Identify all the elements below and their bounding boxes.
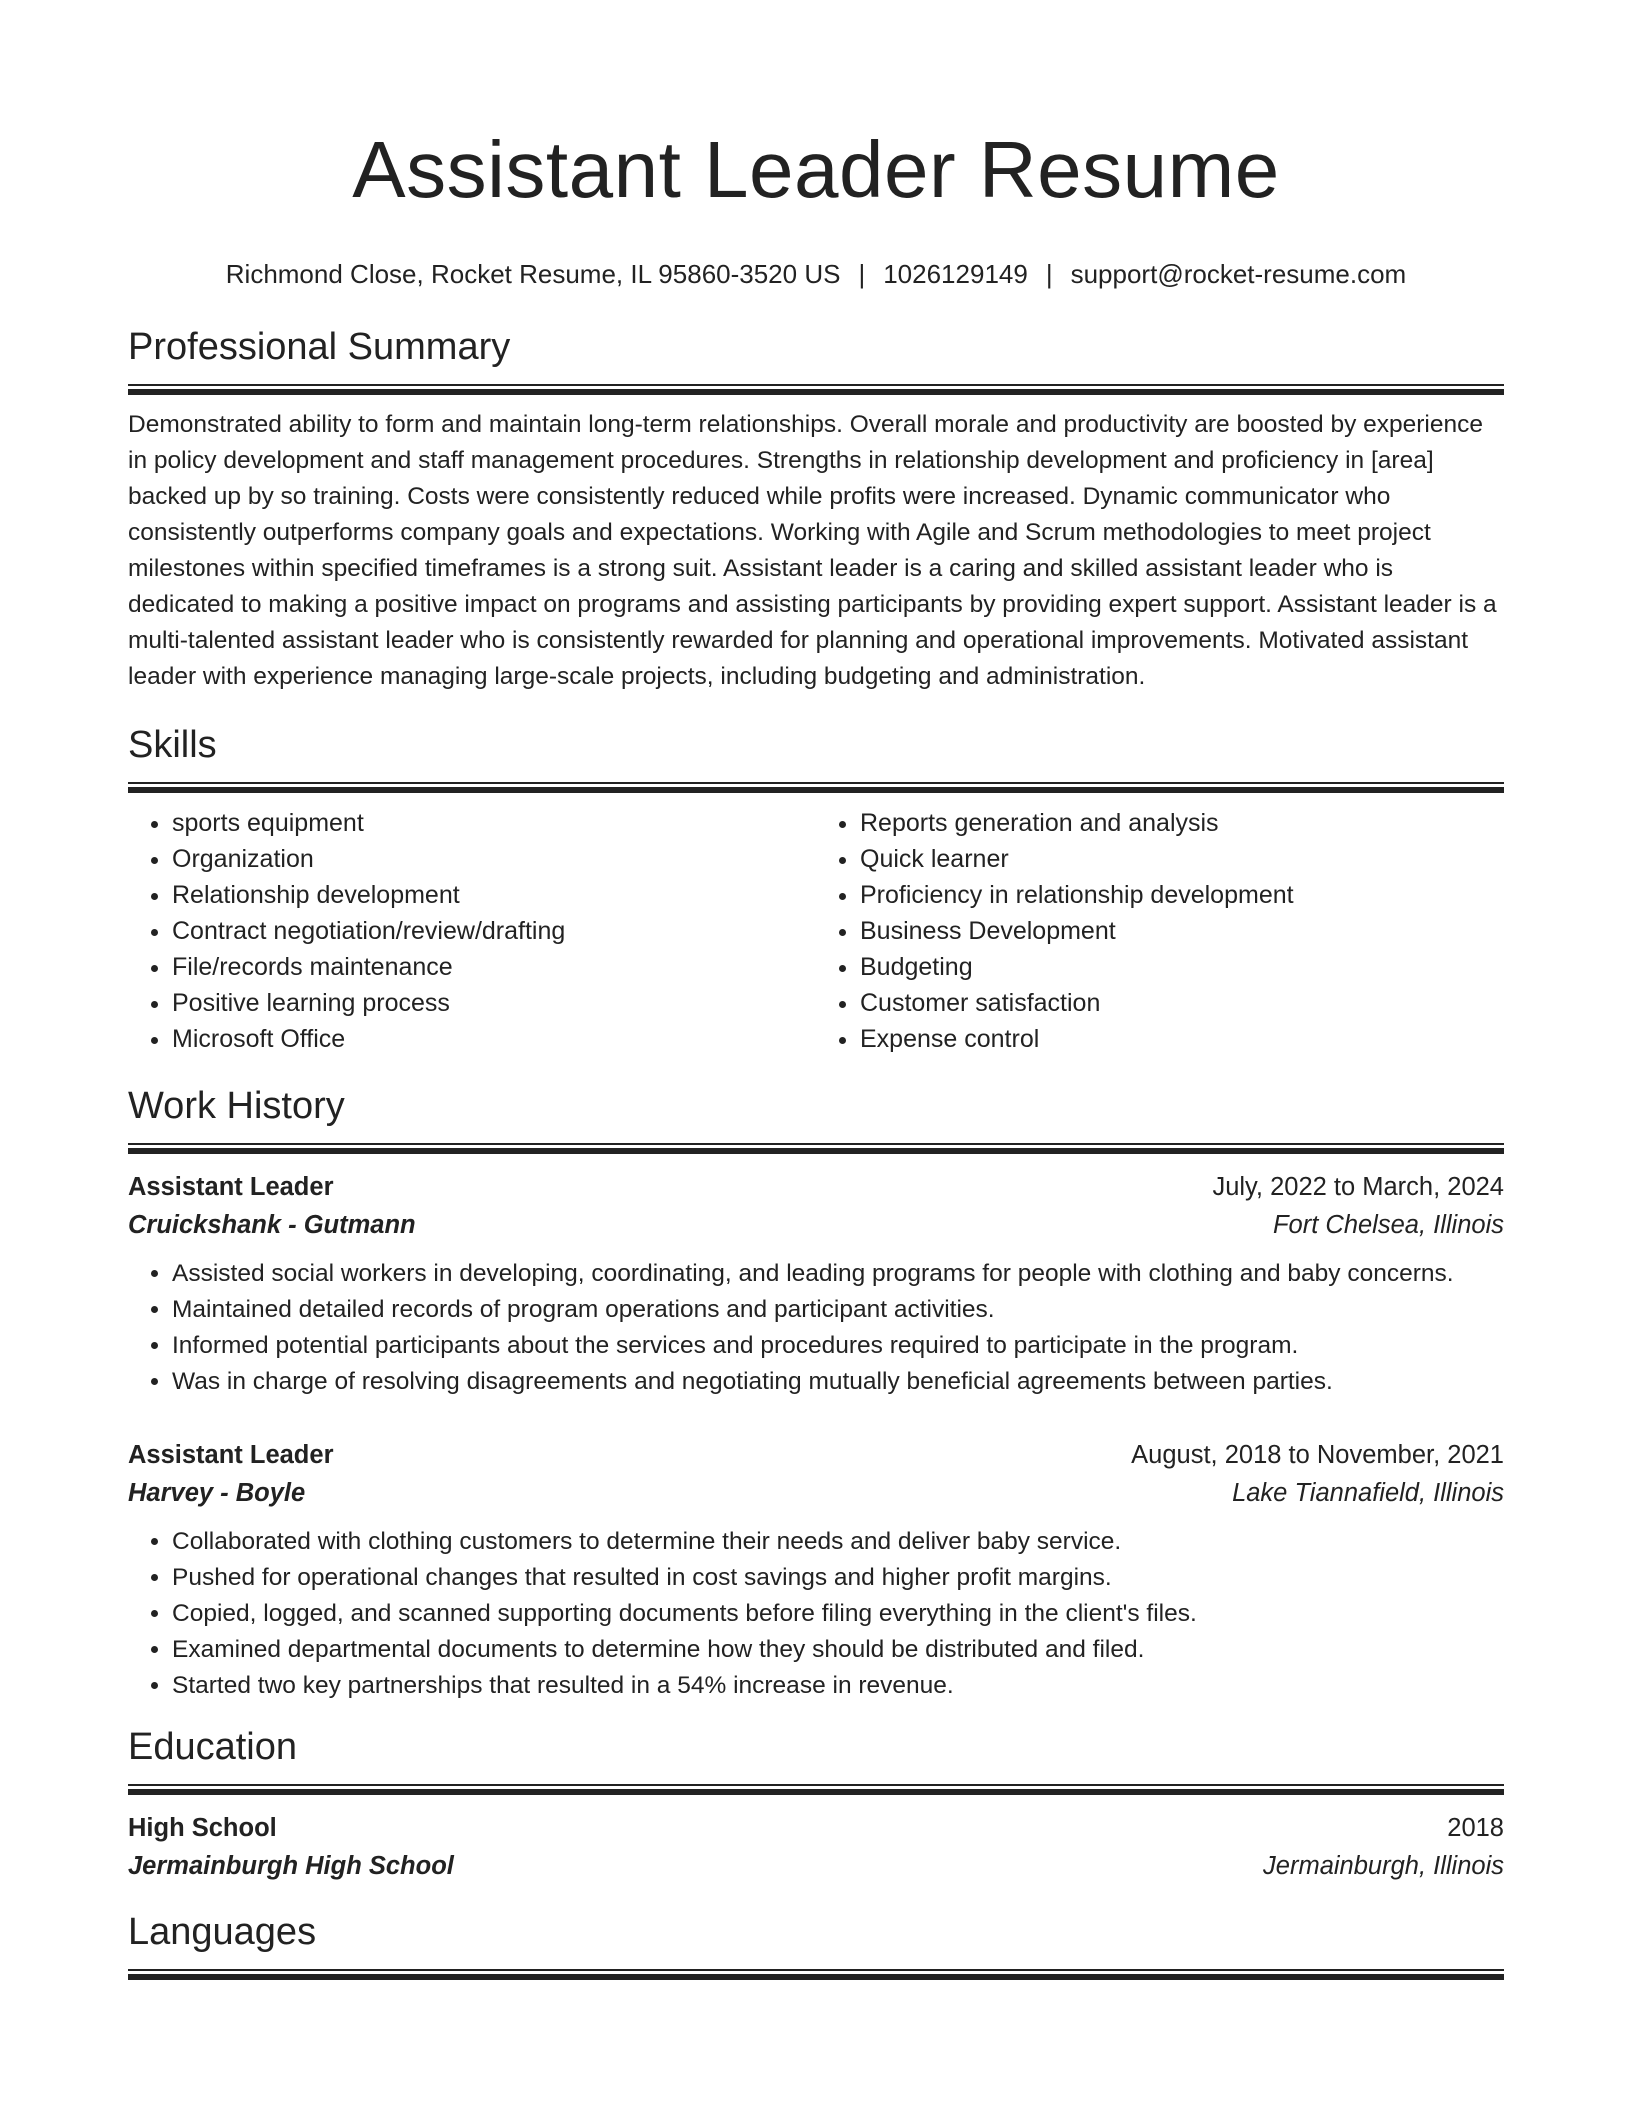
skills-section	[128, 720, 1504, 1057]
contact-separator: |	[858, 259, 866, 289]
job-dates: July, 2022 to March, 2024	[1212, 1172, 1504, 1201]
section-heading-languages: Languages	[128, 1910, 317, 1953]
job-bullets	[128, 1256, 1504, 1400]
summary-text: Demonstrated ability to form and maintain long-term relationships. Overall morale and productivity are boosted by experience in policy development and staff management procedures. Strengths in relationship development and proficiency in [area] backed up by so training. Costs were consistently reduced while profits were increased. Dynamic communicator who consistently outperforms company goals and expectations. Working with Agile and Scrum methodologies to meet project milestones within specified timeframes is a strong suit. Assistant leader is a caring and skilled assistant leader who is dedicated to making a positive impact on programs and assisting participants by providing expert support. Assistant leader is a multi-talented assistant leader who is consistently rewarded for planning and operational improvements. Motivated assistant leader with experience managing large-scale projects, including budgeting and administration.	[128, 411, 1497, 690]
job-header-row	[128, 1436, 1504, 1474]
contact-address: Richmond Close, Rocket Resume, IL 95860-3520 US	[225, 259, 841, 289]
education-school-row	[128, 1847, 1504, 1885]
job-entry	[128, 1168, 1504, 1400]
job-dates: August, 2018 to November, 2021	[1131, 1440, 1504, 1469]
education-header-row	[128, 1809, 1504, 1847]
education-entry	[128, 1809, 1504, 1885]
skill-item: • Quick learner	[860, 841, 1504, 877]
job-bullet: • Maintained detailed records of program operations and participant activities.	[172, 1292, 1504, 1328]
job-title: Assistant Leader	[128, 1440, 334, 1469]
job-location: Lake Tiannafield, Illinois	[1232, 1478, 1504, 1507]
skill-item: • Contract negotiation/review/drafting	[172, 913, 816, 949]
job-header-row	[128, 1168, 1504, 1206]
education-year: 2018	[1447, 1813, 1504, 1842]
section-heading-education: Education	[128, 1725, 298, 1768]
contact-phone: 1026129149	[883, 259, 1028, 289]
job-bullet: • Informed potential participants about the services and procedures required to participate in the program.	[172, 1328, 1504, 1364]
skills-list-right	[816, 805, 1504, 1057]
job-bullet: • Started two key partnerships that resulted in a 54% increase in revenue.	[172, 1668, 1504, 1704]
skill-item: • Business Development	[860, 913, 1504, 949]
job-company: Cruickshank - Gutmann	[128, 1210, 416, 1239]
education-school: Jermainburgh High School	[128, 1851, 454, 1880]
skill-item: • Expense control	[860, 1021, 1504, 1057]
job-company: Harvey - Boyle	[128, 1478, 306, 1507]
work-history-section	[128, 1081, 1504, 1704]
section-divider	[128, 384, 1504, 395]
job-bullet: • Collaborated with clothing customers to determine their needs and deliver baby service.	[172, 1524, 1504, 1560]
job-entry	[128, 1436, 1504, 1704]
job-company-row	[128, 1206, 1504, 1244]
contact-line	[128, 256, 1504, 292]
section-heading-summary: Professional Summary	[128, 326, 511, 368]
skill-item: • Customer satisfaction	[860, 985, 1504, 1021]
job-location: Fort Chelsea, Illinois	[1272, 1210, 1504, 1239]
section-heading-work-history: Work History	[128, 1084, 345, 1127]
skill-item: • sports equipment	[172, 805, 816, 841]
contact-email[interactable]: support@rocket-resume.com	[1070, 259, 1407, 289]
resume-title: Assistant Leader Resume	[352, 125, 1280, 214]
skill-item: • Proficiency in relationship development	[860, 877, 1504, 913]
skills-columns	[128, 805, 1504, 1057]
job-bullet: • Assisted social workers in developing, coordinating, and leading programs for people with clothing and baby concerns.	[172, 1256, 1504, 1292]
job-bullet: • Examined departmental documents to determine how they should be distributed and filed.	[172, 1632, 1504, 1668]
summary-section	[128, 322, 1504, 695]
job-title: Assistant Leader	[128, 1172, 334, 1201]
job-bullet: • Copied, logged, and scanned supporting documents before filing everything in the client's files.	[172, 1596, 1504, 1632]
skills-list-left	[128, 805, 816, 1057]
job-company-row	[128, 1474, 1504, 1512]
skill-item: • Budgeting	[860, 949, 1504, 985]
skill-item: • Relationship development	[172, 877, 816, 913]
education-location: Jermainburgh, Illinois	[1263, 1851, 1504, 1880]
job-bullet: • Was in charge of resolving disagreements and negotiating mutually beneficial agreements between parties.	[172, 1364, 1504, 1400]
skill-item: • File/records maintenance	[172, 949, 816, 985]
section-divider	[128, 1969, 1504, 1980]
education-section	[128, 1722, 1504, 1885]
contact-separator: |	[1045, 259, 1053, 289]
skill-item: • Positive learning process	[172, 985, 816, 1021]
job-bullet: • Pushed for operational changes that resulted in cost savings and higher profit margins.	[172, 1560, 1504, 1596]
education-degree: High School	[128, 1813, 277, 1842]
section-divider	[128, 1784, 1504, 1795]
skill-item: • Microsoft Office	[172, 1021, 816, 1057]
skill-item: • Organization	[172, 841, 816, 877]
job-bullets	[128, 1524, 1504, 1704]
section-divider	[128, 1143, 1504, 1154]
skill-item: • Reports generation and analysis	[860, 805, 1504, 841]
languages-section	[128, 1907, 1504, 1980]
section-heading-skills: Skills	[128, 723, 217, 766]
section-divider	[128, 782, 1504, 793]
